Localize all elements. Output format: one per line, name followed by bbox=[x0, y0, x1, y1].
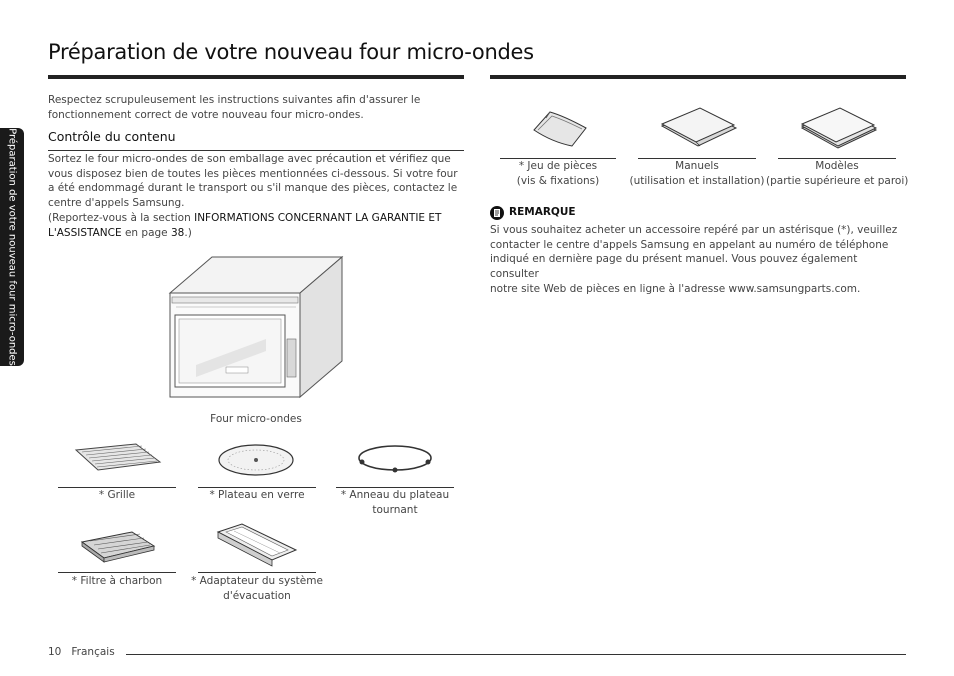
rack-illustration bbox=[74, 442, 162, 472]
note-icon bbox=[490, 205, 504, 219]
rack-caption: * Grille bbox=[98, 489, 136, 501]
microwave-illustration bbox=[166, 255, 346, 400]
manuals-illustration bbox=[660, 106, 738, 150]
footer-language: Français bbox=[71, 646, 115, 658]
ring-caption: * Anneau du plateau tournant bbox=[340, 489, 450, 516]
exhaust-adapter-illustration bbox=[214, 522, 298, 568]
charcoal-filter-caption: * Filtre à charbon bbox=[71, 575, 163, 587]
page-title: Préparation de votre nouveau four micro-ondes bbox=[48, 40, 534, 64]
contents-rule bbox=[48, 150, 464, 151]
oven-caption: Four micro-ondes bbox=[210, 413, 302, 425]
exhaust-adapter-caption: * Adaptateur du système d'évacuation bbox=[191, 575, 323, 602]
title-rule-left bbox=[48, 75, 464, 79]
parts-bag-illustration bbox=[530, 108, 590, 148]
contents-line: a été endommagé durant le transport ou s'il manque des pièces, contactez le bbox=[48, 182, 458, 195]
note-title: REMARQUE bbox=[509, 206, 576, 218]
contents-reference-cont: L'ASSISTANCE en page 38.) bbox=[48, 226, 192, 239]
charcoal-filter-illustration bbox=[80, 530, 156, 564]
charcoal-filter-rule bbox=[58, 572, 176, 573]
ring-illustration bbox=[356, 444, 434, 474]
contents-heading: Contrôle du contenu bbox=[48, 129, 176, 144]
warranty-section-link-cont[interactable]: L'ASSISTANCE bbox=[48, 226, 122, 239]
footer bbox=[48, 645, 115, 660]
glass-tray-caption: * Plateau en verre bbox=[209, 489, 305, 501]
sidebar-label: Préparation de votre nouveau four micro-ondes bbox=[6, 128, 18, 366]
manuals-caption: Manuels (utilisation et installation) bbox=[629, 160, 765, 187]
contents-line: vous disposez bien de toutes les pièces mentionnées ci-dessous. Si votre four bbox=[48, 167, 458, 180]
glass-tray-illustration bbox=[217, 443, 295, 477]
exhaust-adapter-rule bbox=[198, 572, 316, 573]
intro-text: Respectez scrupuleusement les instructions suivantes afin d'assurer le fonctionnement correct de votre nouveau four micro-ondes. bbox=[48, 94, 421, 121]
page-number: 10 bbox=[48, 646, 62, 658]
footer-rule bbox=[126, 654, 906, 655]
warranty-section-link[interactable]: INFORMATIONS CONCERNANT LA GARANTIE ET bbox=[194, 211, 442, 224]
parts-caption: * Jeu de pièces (vis & fixations) bbox=[516, 160, 600, 187]
contents-line: Sortez le four micro-ondes de son emballage avec précaution et vérifiez que bbox=[48, 153, 451, 165]
note-text: Si vous souhaitez acheter un accessoire repéré par un astérisque (*), veuillez contacter le centre d'appels Samsung en appelant au numéro de téléphone indiqué en dernière page du présent manuel. Vous pouvez également consulter notre site Web de pièces en ligne à l'adresse www.samsungparts.com. bbox=[490, 224, 898, 295]
contents-line: centre d'appels Samsung. bbox=[48, 197, 185, 210]
templates-caption: Modèles (partie supérieure et paroi) bbox=[766, 160, 909, 187]
title-rule-right bbox=[490, 75, 906, 79]
templates-illustration bbox=[800, 106, 878, 150]
contents-paragraph bbox=[48, 152, 464, 240]
sidebar-tab bbox=[0, 128, 24, 366]
page-reference[interactable]: 38 bbox=[170, 226, 185, 239]
contents-reference: (Reportez-vous à la section INFORMATIONS CONCERNANT LA GARANTIE ET bbox=[48, 211, 442, 224]
